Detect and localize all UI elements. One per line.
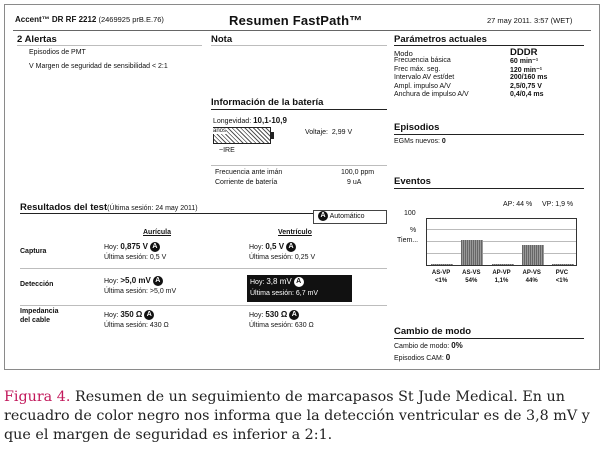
alert-item: V Margen de seguridad de sensibilidad < 2:1 [29, 63, 168, 70]
param-label: Ampl. impulso A/V [394, 82, 451, 90]
figure-caption-text: Resumen de un seguimiento de marcapasos St Jude Medical. En un recuadro de color negro nos informa que la detección ventricular es de 3,8 mV y que el margen de seguridad es inferior a 2:1. [4, 389, 590, 443]
param-label: Frec máx. seg. [394, 65, 441, 73]
longevity-value: 10,1-10,9 [253, 116, 287, 125]
row-divider [20, 305, 387, 306]
session-date: 27 may 2011. 3:57 (WET) [487, 16, 573, 25]
impedance-ventricle-today [249, 310, 299, 320]
impedance-atrium-value: 350 Ω [120, 310, 143, 319]
episodes-title: Episodios [394, 122, 440, 133]
event-category-label: PVC [555, 270, 569, 276]
egm-label: EGMs nuevos: [394, 138, 440, 145]
egm-row [394, 138, 446, 145]
voltage-row [305, 129, 352, 136]
ventricle-column-header: Ventrículo [278, 229, 312, 236]
capture-atrium-today [104, 242, 160, 252]
event-value-label: 1,1% [494, 278, 509, 284]
detection-atrium-last: Última sesión: >5,0 mV [104, 288, 177, 295]
magnet-rate-label: Frecuencia ante imán [215, 169, 283, 176]
detection-atrium-value: >5,0 mV [120, 276, 151, 285]
longevity-row [213, 116, 287, 125]
mode-change-title: Cambio de modo [394, 326, 472, 337]
event-bar-as-vp [431, 264, 453, 265]
fastpath-summary-panel [4, 4, 600, 370]
capture-ventricle-today [249, 242, 296, 252]
cam-label: Episodios CAM: [394, 355, 444, 362]
alerts-title: 2 Alertas [17, 34, 57, 45]
cam-row [394, 353, 450, 362]
capture-atrium-value: 0,875 V [120, 242, 148, 251]
cam-value: 0 [445, 353, 451, 362]
battery-divider [211, 109, 387, 110]
note-title: Nota [211, 34, 233, 45]
magnet-rate-value: 100,0 ppm [341, 169, 375, 176]
voltage-label: Voltaje: [305, 129, 328, 136]
param-value: DDDR [510, 47, 538, 58]
impedance-ventricle-last: Última sesión: 630 Ω [249, 322, 314, 329]
battery-terminal [271, 132, 274, 139]
events-title: Eventos [394, 176, 431, 187]
page-title: Resumen FastPath™ [229, 13, 363, 28]
events-bar-chart [426, 218, 577, 266]
test-session-date: (Última sesión: 24 may 2011) [107, 205, 198, 212]
event-value-label: 54% [465, 278, 478, 284]
battery-ire-marker: ~IRE [219, 147, 235, 154]
today-label: Hoy: [249, 312, 264, 319]
params-title: Parámetros actuales [394, 34, 487, 45]
today-label: Hoy: [104, 278, 119, 285]
header-divider [13, 30, 591, 31]
alert-item: Episodios de PMT [29, 49, 86, 56]
note-divider [211, 45, 387, 46]
event-category-label: AS-VP [431, 270, 451, 276]
battery-row-divider [211, 165, 387, 166]
figure-caption [4, 388, 600, 445]
ap-percentage: AP: 44 % [503, 201, 533, 208]
ventricular-detection-highlight [247, 275, 352, 302]
voltage-value: 2,99 [331, 129, 346, 136]
impedance-label-line1: Impedancia [20, 308, 59, 315]
mode-change-label: Cambio de modo: [394, 343, 450, 350]
param-value: 60 min⁻¹ [510, 58, 539, 66]
event-category-label: AP-VP [492, 270, 511, 276]
today-label: Hoy: [104, 244, 119, 251]
auto-badge-icon: A [318, 211, 328, 221]
figure-label: Figura 4. [4, 389, 71, 405]
param-value: 2,5/0,75 V [510, 82, 542, 90]
event-bar-as-vs [461, 240, 483, 265]
atrium-column-header: Aurícula [143, 229, 172, 236]
events-divider [394, 188, 584, 189]
auto-badge-icon: A [289, 310, 299, 320]
event-value-label: <1% [555, 278, 568, 284]
event-bar-ap-vp [492, 264, 514, 265]
params-divider [394, 45, 584, 46]
vp-percentage: VP: 1,9 % [542, 201, 574, 208]
capture-atrium-last: Última sesión: 0,5 V [104, 254, 167, 261]
battery-years-unit: años [213, 128, 227, 134]
event-value-label: <1% [435, 278, 448, 284]
device-model: Accent™ DR RF 2212 [15, 15, 97, 24]
chart-y-unit: % [410, 227, 417, 234]
detection-atrium-today [104, 276, 163, 286]
param-label: Intervalo AV est/det [394, 74, 455, 82]
test-results-title: Resultados del test [20, 202, 108, 213]
event-bar-ap-vs [522, 245, 544, 265]
capture-ventricle-last: Última sesión: 0,25 V [249, 254, 316, 261]
today-label: Hoy: [249, 244, 264, 251]
event-category-label: AS-VS [462, 270, 481, 276]
chart-y-label: Tiem... [397, 237, 419, 244]
param-value: 0,4/0,4 ms [510, 91, 544, 98]
impedance-atrium-today [104, 310, 154, 320]
impedance-label-line2: del cable [20, 317, 50, 324]
detection-label: Detección [20, 281, 54, 288]
mode-change-value: 0% [451, 341, 463, 350]
test-results-header [20, 202, 198, 213]
param-value: 200/160 ms [510, 74, 548, 82]
auto-badge-icon: A [144, 310, 154, 320]
event-value-label: 44% [525, 278, 538, 284]
param-label: Anchura de impulso A/V [394, 91, 469, 98]
battery-current-label: Corriente de batería [215, 179, 278, 186]
longevity-label: Longevidad: [213, 118, 252, 125]
capture-label: Captura [20, 248, 47, 255]
device-serial: (2469925 prB.E.76) [98, 15, 164, 24]
alerts-divider [17, 45, 202, 46]
today-label: Hoy: [104, 312, 119, 319]
auto-badge-icon: A [294, 277, 304, 287]
detection-ventricle-last: Última sesión: 6,7 mV [250, 290, 319, 297]
param-value: 120 min⁻¹ [510, 66, 543, 74]
egm-value: 0 [441, 138, 446, 145]
episodes-divider [394, 134, 584, 135]
today-label: Hoy: [250, 279, 265, 286]
row-divider [20, 268, 387, 269]
battery-title: Información de la batería [211, 97, 324, 108]
detection-ventricle-today [250, 277, 304, 287]
event-category-label: AP-VS [522, 270, 541, 276]
event-bar-pvc [552, 264, 574, 265]
auto-badge-icon: A [150, 242, 160, 252]
automatic-label: Automático [329, 213, 365, 220]
auto-badge-icon: A [286, 242, 296, 252]
mode-change-divider [394, 338, 584, 339]
capture-ventricle-value: 0,5 V [265, 242, 285, 251]
detection-ventricle-value: 3,8 mV [266, 277, 292, 286]
chart-y-max: 100 [404, 210, 416, 217]
impedance-atrium-last: Última sesión: 430 Ω [104, 322, 169, 329]
mode-change-row [394, 341, 463, 350]
voltage-unit: V [347, 129, 353, 136]
impedance-ventricle-value: 530 Ω [265, 310, 288, 319]
param-label: Frecuencia básica [394, 57, 451, 65]
auto-badge-icon: A [153, 276, 163, 286]
automatic-button[interactable] [313, 210, 387, 224]
device-header [15, 15, 164, 24]
param-label: Modo [394, 49, 413, 58]
battery-current-value: 9 uA [347, 179, 362, 186]
